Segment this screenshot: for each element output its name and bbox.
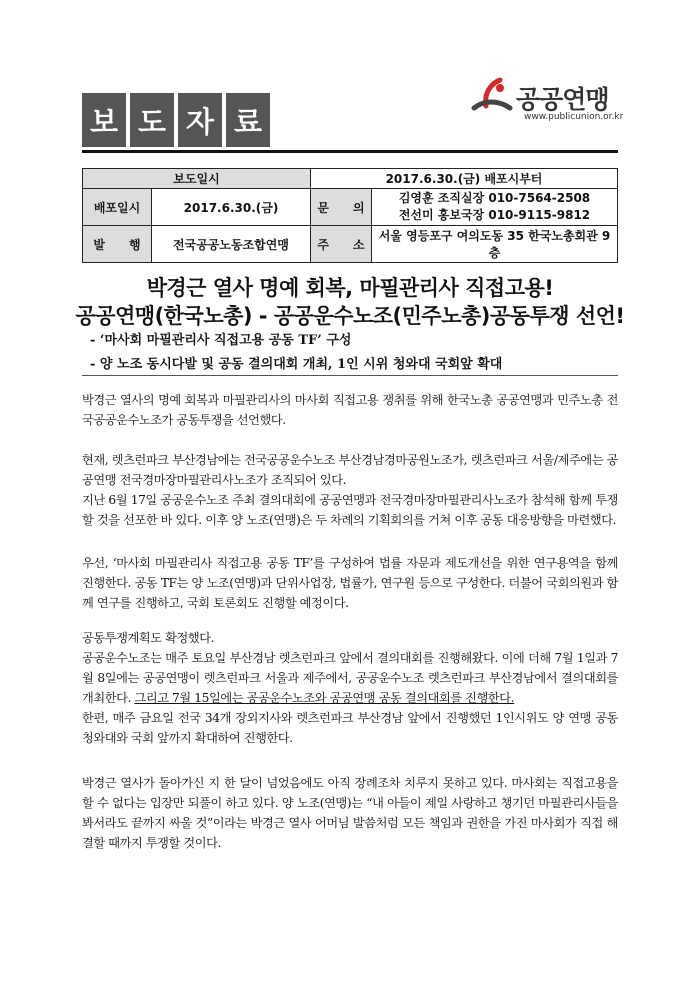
bullet-1: - ‘마사회 마필관리사 직접고용 공동 TF’ 구성 <box>90 333 352 348</box>
p2a-text: 현재, 렛츠런파크 부산경남에는 전국공공운수노조 부산경남경마공원노조가, 렛츠런파크 서울/제주에는 공공연맹 전국경마장마필관리사노조가 조직되어 있다. <box>82 453 618 487</box>
banner-char: 보 <box>82 93 126 147</box>
paragraph-4 <box>82 628 618 748</box>
dist-date-label: 배포일시 <box>83 189 152 226</box>
p4b-wrapper <box>82 648 618 708</box>
issuer-label: 발 행 <box>83 226 152 263</box>
issuer-value: 전국공공노동조합연맹 <box>152 226 311 263</box>
bullet-2: - 양 노조 동시다발 및 공동 결의대회 개최, 1인 시위 청와대 국회앞 확대 <box>90 357 503 372</box>
paragraph-1 <box>82 390 618 430</box>
p1-text: 박경근 열사의 명예 회복과 마필관리사의 마사회 직접고용 쟁취를 위해 한국노총 공공연맹과 민주노총 전국공공운수노조가 공동투쟁을 선언했다. <box>82 393 618 427</box>
p2b-text: 지난 6월 17일 공공운수노조 주최 결의대회에 공공연맹과 전국경마장마필관리사노조가 참석해 함께 투쟁할 것을 선포한 바 있다. 이후 양 노조(연맹)은 두 차례의 기획회의를 거쳐 이후 공동 대응방향을 마련했다. <box>82 493 618 527</box>
press-date-value: 2017.6.30.(금) 배포시부터 <box>311 169 618 189</box>
headline-line-2: 공공연맹(한국노총) - 공공운수노조(민주노총)공동투쟁 선언! <box>75 304 625 328</box>
release-info-table <box>82 168 618 263</box>
press-release-banner <box>82 93 270 147</box>
press-date-label: 보도일시 <box>83 169 311 189</box>
p4a-text: 공동투쟁계획도 확정했다. <box>82 631 215 645</box>
paragraph-2 <box>82 450 618 530</box>
p3-text: 우선, ‘마사회 마필관리사 직접고용 공동 TF’를 구성하여 법률 자문과 제도개선을 위한 연구용역을 함께 진행한다. 공동 TF는 양 노조(연맹)과 단위사업장, 법률가, 연구원 등으로 구성한다. 더불어 국회의원과 함께 연구를 진행하고, 국회 토론회도 진행할 예정이다. <box>82 556 618 610</box>
banner-char: 도 <box>130 93 174 147</box>
address-value: 서울 영등포구 여의도동 35 한국노총회관 9층 <box>372 226 618 263</box>
banner-char: 료 <box>226 93 270 147</box>
p4b-text: 공공운수노조는 매주 토요일 부산경남 렛츠런파크 앞에서 결의대회를 진행해왔다. 이에 더해 7월 1일과 7월 8일에는 공공연맹이 렛츠런파크 서울과 제주에서, 공공운수노조 렛츠런파크 부산경남에서 결의대회를 개최한다. <box>82 651 618 705</box>
section-divider <box>82 375 618 376</box>
banner-char: 자 <box>178 93 222 147</box>
union-logo-icon <box>470 74 520 124</box>
dist-date-value: 2017.6.30.(금) <box>152 189 311 226</box>
contact-cell <box>372 189 618 226</box>
header-rule <box>82 150 618 153</box>
inquiry-label: 문 의 <box>311 189 372 226</box>
address-label: 주 소 <box>311 226 372 263</box>
p5-text: 박경근 열사가 돌아가신 지 한 달이 넘었음에도 아직 장례조차 치루지 못하고 있다. 마사회는 직접고용을 할 수 없다는 입장만 되풀이 하고 있다. 양 노조(연맹)는 “내 아들이 제일 사랑하고 챙기던 마필관리사들을 봐서라도 끝까지 싸울 것”이라는 박경근 열사 어머님 발씀처럼 모든 책임과 권한을 가진 마사회가 직접 해결할 때까지 투쟁할 것이다. <box>82 776 618 850</box>
contact-1: 김영훈 조직실장 010-7564-2508 <box>398 191 591 205</box>
paragraph-5 <box>82 773 618 853</box>
p4c-text: 한편, 매주 금요일 전국 34개 장외지사와 렛츠런파크 부산경남 앞에서 진행했던 1인시위도 양 연맹 공동 청와대와 국회 앞까지 확대하여 진행한다. <box>82 711 618 745</box>
contact-2: 전선미 홍보국장 010-9115-9812 <box>398 208 591 222</box>
union-logo <box>470 74 630 134</box>
paragraph-3 <box>82 553 618 613</box>
logo-url: www.publicunion.or.kr <box>524 112 624 122</box>
headline-line-1: 박경근 열사 명예 회복, 마필관리사 직접고용! <box>146 276 554 300</box>
p4b-underlined: 그리고 7월 15일에는 공공운수노조와 공공연맹 공동 결의대회를 진행한다. <box>134 691 515 705</box>
logo-name: 공공연맹 <box>516 85 609 114</box>
